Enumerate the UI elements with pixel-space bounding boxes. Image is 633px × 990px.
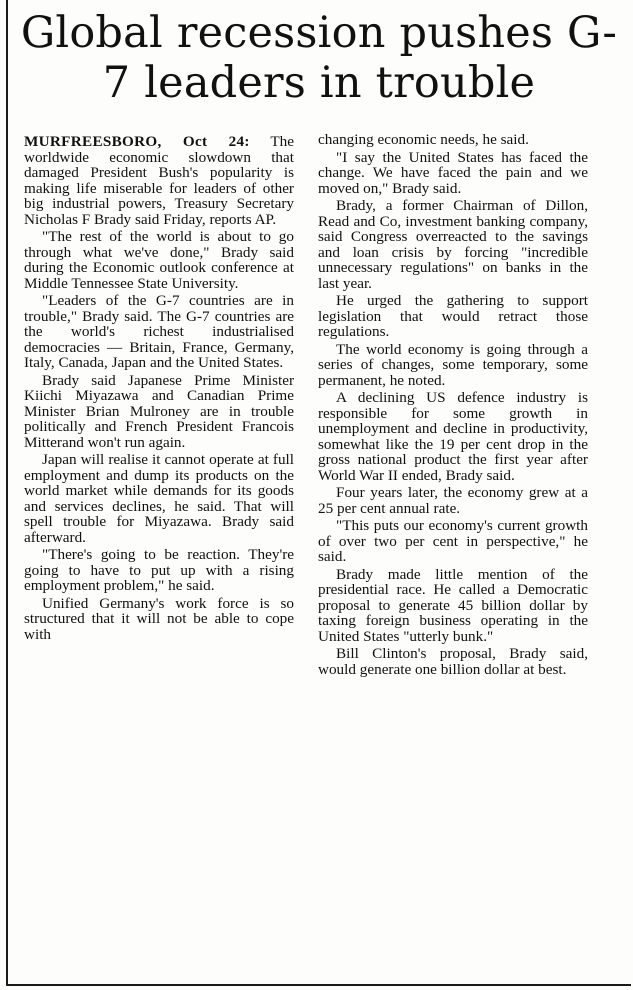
article-paragraph: "Leaders of the G-7 countries are in trouble," Brady said. The G-7 countries are the world's richest industrialised democracies — Britain, France, Germany, Italy, Canada, Japan and the United States. [24,292,294,371]
article-paragraph: He urged the gathering to support legislation that would retract those regulations. [318,292,588,340]
article-paragraph: "There's going to be reaction. They're going to have to put up with a rising employment problem," he said. [24,546,294,594]
article-paragraph: Bill Clinton's proposal, Brady said, would generate one billion dollar at best. [318,645,588,678]
article-paragraph: "This puts our economy's current growth of over two per cent in perspective," he said. [318,517,588,565]
paragraph-text: The worldwide economic slowdown that damaged President Bush's popularity is making life miserable for leaders of other big industrial powers, Treasury Secretary Nicholas F Brady said Friday, reports AP. [24,133,294,228]
article-paragraph: Four years later, the economy grew at a 25 per cent annual rate. [318,484,588,517]
article-paragraph: A declining US defence industry is responsible for some growth in unemployment and decline in productivity, somewhat like the 19 per cent drop in the gross national product the first year after World War II ended, Brady said. [318,389,588,484]
article-paragraph: Brady made little mention of the presidential race. He called a Democratic proposal to generate 45 billion dollar by taxing foreign business operating in the United States "utterly bunk." [318,565,588,645]
article-paragraph: Brady said Japanese Prime Minister Kiichi Miyazawa and Canadian Prime Minister Brian Mulroney are in trouble politically and French President Francois Mitterand won't run again. [24,371,294,451]
dateline: MURFREESBORO, Oct 24: [24,133,250,150]
article-paragraph: "The rest of the world is about to go through what we've done," Brady said during the Economic outlook conference at Middle Tennessee State University. [24,228,294,292]
article-column-right [318,132,588,679]
article-headline: Global recession pushes G-7 leaders in trouble [20,8,618,108]
article-paragraph: changing economic needs, he said. [318,131,529,148]
article-paragraph [24,134,294,227]
article-paragraph: Brady, a former Chairman of Dillon, Read and Co, investment banking company, said Congress overreacted to the savings and loan crisis by forcing "incredible unnecessary regulations" on banks in the last year. [318,197,588,292]
bottom-border-rule [6,984,631,986]
left-border-rule [6,0,8,985]
article-paragraph: The world economy is going through a series of changes, some temporary, some permanent, he noted. [318,340,588,389]
article-column-left [24,134,294,644]
article-paragraph: "I say the United States has faced the change. We have faced the pain and we moved on," Brady said. [318,148,588,197]
article-paragraph: Unified Germany's work force is so structured that it will not be able to cope with [24,594,294,643]
article-paragraph: Japan will realise it cannot operate at full employment and dump its products on the world market while demands for its goods and services declines, he said. That will spell trouble for Miyazawa. Brady said afterward. [24,451,294,546]
